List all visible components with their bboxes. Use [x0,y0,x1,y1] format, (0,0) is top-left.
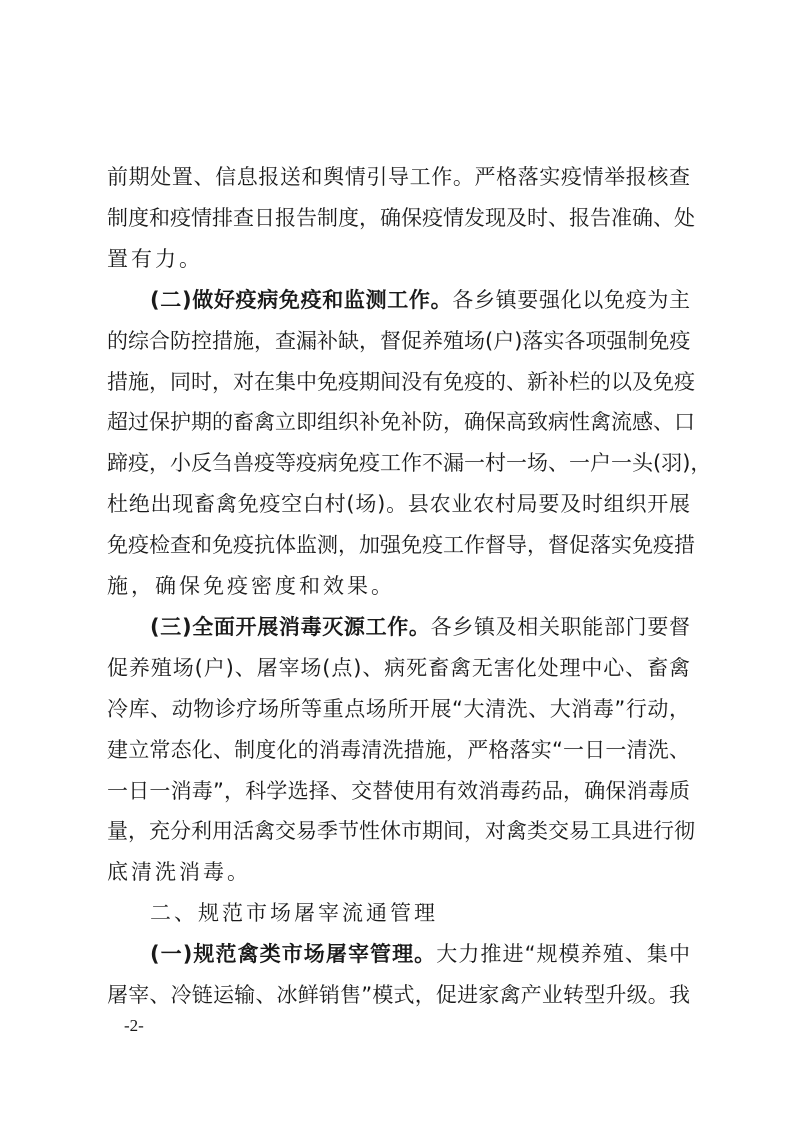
text-line [107,489,690,519]
text-line [107,203,695,233]
line-text: 施，确保免疫密度和效果。 [107,574,395,598]
line-text: 底清洗消毒。 [107,860,251,885]
line-text: 一日一消毒”，科学选择、交替使用有效消毒药品，确保消毒质 [107,778,690,803]
line-text: 冷库、动物诊疗场所等重点场所开展“大清洗、大消毒”行动， [107,696,690,721]
line-text: 超过保护期的畜禽立即组织补免补防，确保高致病性禽流感、口 [107,410,695,435]
text-line [107,694,690,724]
text-line [150,612,690,642]
section-heading [150,898,690,928]
text-line [107,326,690,356]
text-line [150,939,690,969]
line-text: 建立常态化、制度化的消毒清洗措施，严格落实“一日一清洗、 [107,737,690,762]
line-text: 屠宰、冷链运输、冰鲜销售”模式，促进家禽产业转型升级。我 [107,983,690,1007]
line-text: 的综合防控措施，查漏补缺，督促养殖场(户)落实各项强制免疫 [107,328,691,353]
text-line [150,285,690,315]
line-text: 蹄疫，小反刍兽疫等疫病免疫工作不漏一村一场、一户一头(羽)， [107,451,712,476]
paragraph-lead-heading: (三)全面开展消毒灭源工作。 [150,614,431,639]
line-text: 制度和疫情排查日报告制度，确保疫情发现及时、报告准确、处 [107,205,695,230]
line-text: 促养殖场(户)、屠宰场(点)、病死畜禽无害化处理中心、畜禽 [107,655,690,680]
line-text: 二、规范市场屠宰流通管理 [150,901,438,926]
page-number: -2- [124,1016,144,1035]
text-line [107,407,695,437]
line-text: 各乡镇要强化以免疫为主 [452,287,690,312]
text-line [107,530,695,560]
line-text: 大力推进“规模养殖、集中 [436,942,690,967]
line-text: 杜绝出现畜禽免疫空白村(场)。县农业农村局要及时组织开展 [107,492,690,517]
text-line [107,980,690,1010]
text-line [107,653,690,683]
line-text: 各乡镇及相关职能部门要督 [430,614,690,639]
text-line [107,776,690,806]
text-line [107,244,690,274]
line-text: 免疫检查和免疫抗体监测，加强免疫工作督导，督促落实免疫措 [107,533,695,558]
text-line [107,735,690,765]
text-line [107,857,690,887]
text-line [107,162,690,192]
text-line [107,448,712,478]
line-text: 措施，同时，对在集中免疫期间没有免疫的、新补栏的以及免疫 [107,369,695,394]
line-text: 置有力。 [107,246,203,271]
line-text: 量，充分利用活禽交易季节性休市期间，对禽类交易工具进行彻 [107,819,695,844]
line-text: 前期处置、信息报送和舆情引导工作。严格落实疫情举报核查 [107,165,690,189]
text-line [107,571,690,601]
paragraph-lead-heading: (二)做好疫病免疫和监测工作。 [150,287,453,312]
text-line [107,367,695,397]
paragraph-lead-heading: (一)规范禽类市场屠宰管理。 [150,942,437,967]
text-line [107,816,695,846]
